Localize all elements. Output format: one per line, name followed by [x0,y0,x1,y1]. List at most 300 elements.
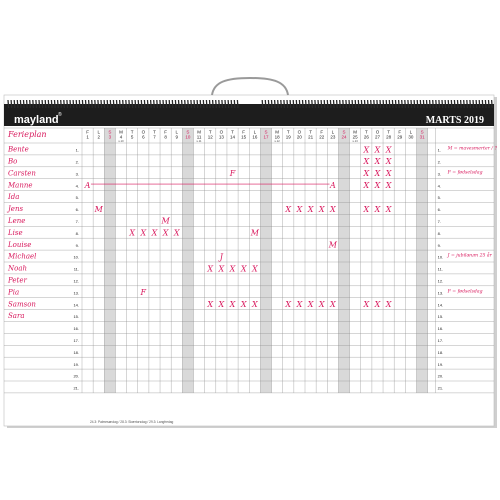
weekday-letter: T [208,129,212,135]
weekday-letter: M [119,129,123,135]
day-number: 12 [207,134,213,140]
spiral-loop [95,100,96,108]
spiral-loop [188,100,189,108]
spiral-loop [123,100,124,108]
weekday-letter: L [97,129,100,135]
row-number: 20. [73,373,79,379]
week-number: u.10 [118,140,124,143]
day-number: 22 [319,134,325,140]
day-number: 21 [308,134,314,140]
spiral-loop [135,100,136,108]
spiral-loop [39,100,40,108]
row-number-right: 6. [437,207,441,213]
row-name: Louise [8,240,32,249]
mark-x: X [385,169,392,179]
row-number-right: 3. [437,171,441,177]
spiral-loop [262,100,263,108]
row-number: 19. [73,361,79,367]
weekday-letter: T [387,129,390,135]
day-number: 28 [386,134,392,140]
mark-letter: A [329,180,336,190]
row-number: 14. [73,302,79,308]
spiral-loop [420,100,421,108]
weekday-letter: S [420,129,424,135]
spiral-loop [454,100,455,108]
legend-note: F = fødselsdag [447,289,483,295]
row-number: 13. [73,290,79,296]
spiral-loop [219,100,220,108]
spiral-loop [89,100,90,108]
spiral-loop [144,100,145,108]
spiral-loop [24,100,25,108]
day-number: 5 [130,134,134,140]
weekday-letter: T [364,129,368,135]
spiral-loop [58,100,59,108]
spiral-loop [284,100,285,108]
weekday-letter: S [108,129,112,135]
spiral-loop [98,100,99,108]
mark-letter: M [94,204,103,214]
spiral-loop [210,100,211,108]
spiral-loop [141,100,142,108]
row-number-right: 4. [437,183,441,189]
spiral-loop [492,100,493,108]
weekday-letter: L [175,129,179,135]
weekday-letter: F [164,129,167,135]
spiral-loop [45,100,46,108]
mark-letter: F [229,169,236,179]
day-number: 27 [374,134,380,140]
spiral-loop [61,100,62,108]
row-name: Sara [8,312,25,321]
row-name: Lene [8,216,26,225]
brand-logo: mayland [14,114,59,126]
spiral-loop [361,100,362,108]
spiral-loop [330,100,331,108]
spiral-loop [179,100,180,108]
spiral-loop [272,100,273,108]
spiral-loop [346,100,347,108]
spiral-loop [197,100,198,108]
weekday-letter: S [264,129,268,135]
footer-note: 24.3: Palmesøndag / 28.3: Skærtorsdag / 29.3: Langfredag [90,420,174,424]
row-name: Michael [8,252,37,261]
weekday-letter: F [86,129,89,135]
mark-x: X [207,299,214,309]
spiral-loop [374,100,375,108]
spiral-loop [185,100,186,108]
row-number: 9. [75,242,79,248]
day-number: 14 [230,134,236,140]
row-number-right: 12. [437,278,444,284]
day-number: 11 [196,134,202,140]
weekday-letter: F [242,129,246,135]
mark-x: X [140,228,147,238]
row-name: Lise [8,228,23,237]
weekday-letter: M [197,129,201,135]
spiral-loop [8,100,9,108]
spiral-loop [132,100,133,108]
row-number: 10. [73,254,79,260]
mark-x: X [318,204,325,214]
mark-x: X [374,180,381,190]
day-number: 9 [175,134,179,140]
sunday-column [417,128,428,393]
spiral-loop [203,100,204,108]
spiral-loop [467,100,468,108]
weekday-letter: T [153,129,156,135]
row-number-right: 10. [437,254,444,260]
day-number: 1 [86,134,89,140]
row-number-right: 21. [437,385,444,391]
month-title: MARTS 2019 [425,115,484,126]
day-number: 18 [274,134,280,140]
mark-x: X [385,180,392,190]
spiral-loop [461,100,462,108]
spiral-loop [436,100,437,108]
row-number-right: 16. [437,326,444,332]
mark-x: X [374,145,381,155]
day-number: 3 [108,134,112,140]
spiral-loop [48,100,49,108]
spiral-loop [312,100,313,108]
row-number: 21. [73,385,79,391]
row-number-right: 2. [437,159,441,165]
spiral-loop [107,100,108,108]
row-name: Carsten [8,169,36,178]
spiral-loop [482,100,483,108]
spiral-loop [17,100,18,108]
mark-x: X [218,299,225,309]
week-number: u.12 [274,140,280,143]
spiral-loop [309,100,310,108]
day-number: 25 [352,134,358,140]
row-number: 15. [73,314,79,320]
spiral-loop [408,100,409,108]
spiral-loop [42,100,43,108]
row-number: 12. [73,278,79,284]
mark-x: X [374,169,381,179]
mark-x: X [240,264,247,274]
mark-x: X [363,157,370,167]
row-name: Jens [8,205,24,214]
spiral-loop [151,100,152,108]
spiral-loop [340,100,341,108]
spiral-loop [349,100,350,108]
spiral-loop [365,100,366,108]
weekday-letter: S [186,129,190,135]
spiral-loop [327,100,328,108]
sheet-title: Ferieplan [8,130,47,139]
mark-x: X [385,299,392,309]
day-number: 2 [97,134,100,140]
spiral-loop [275,100,276,108]
spiral-loop [265,100,266,108]
day-number: 13 [218,134,224,140]
spiral-loop [11,100,12,108]
row-number-right: 14. [437,302,444,308]
spiral-loop [129,100,130,108]
sunday-column [104,128,115,393]
weekday-letter: T [286,129,290,135]
spiral-loop [377,100,378,108]
spiral-loop [82,100,83,108]
mark-letter: F [140,288,147,298]
row-number-right: 11. [437,266,443,272]
spiral-loop [476,100,477,108]
spiral-loop [358,100,359,108]
spiral-loop [380,100,381,108]
row-name: Samson [8,300,36,309]
week-number: u.13 [352,140,358,143]
row-number: 17. [73,337,79,343]
spiral-loop [92,100,93,108]
row-number-right: 7. [437,218,441,224]
row-name: Bo [8,157,18,166]
mark-x: X [363,169,370,179]
weekday-letter: T [309,129,312,135]
day-number: 7 [153,134,156,140]
spiral-loop [222,100,223,108]
spiral-loop [299,100,300,108]
weekday-letter: M [275,129,279,135]
spiral-loop [101,100,102,108]
spiral-loop [290,100,291,108]
spiral-loop [414,100,415,108]
spiral-loop [225,100,226,108]
brand-trademark: ® [58,112,62,118]
row-number-right: 9. [437,242,441,248]
spiral-loop [67,100,68,108]
row-name: Ida [8,193,20,202]
weekday-letter: T [130,129,134,135]
spiral-loop [110,100,111,108]
mark-x: X [251,299,258,309]
mark-x: X [207,264,214,274]
row-number-right: 17. [437,337,444,343]
spiral-loop [104,100,105,108]
spiral-loop [464,100,465,108]
spiral-loop [318,100,319,108]
mark-x: X [285,299,292,309]
day-number: 30 [408,134,414,140]
mark-x: X [229,299,236,309]
row-number: 6. [75,207,79,213]
row-number-right: 1. [437,147,441,153]
row-number-right: 13. [437,290,444,296]
day-number: 10 [185,134,191,140]
spiral-loop [489,100,490,108]
sunday-column [182,128,193,393]
mark-x: X [129,228,136,238]
legend-note: J = jubilæum 25 år [447,253,492,259]
row-number: 5. [75,195,79,201]
mark-x: X [307,299,314,309]
spiral-loop [473,100,474,108]
spiral-loop [117,100,118,108]
day-number: 23 [330,134,336,140]
spiral-loop [337,100,338,108]
weekday-letter: O [375,129,380,135]
spiral-loop [213,100,214,108]
spiral-loop [433,100,434,108]
mark-x: X [318,299,325,309]
spiral-loop [392,100,393,108]
weekday-letter: F [320,129,324,135]
spiral-loop [396,100,397,108]
legend-note: F = fødselsdag [447,170,483,176]
sunday-column [260,128,271,393]
mark-x: X [385,157,392,167]
spiral-loop [228,100,229,108]
weekday-letter: F [398,129,402,135]
spiral-loop [458,100,459,108]
spiral-loop [30,100,31,108]
spiral-loop [206,100,207,108]
legend-note: M = mavesmerter / ? [447,146,497,152]
row-number: 3. [75,171,79,177]
mark-x: X [374,299,381,309]
spiral-loop [160,100,161,108]
spiral-loop [175,100,176,108]
mark-letter: M [161,216,170,226]
spiral-loop [383,100,384,108]
spiral-loop [172,100,173,108]
spiral-loop [191,100,192,108]
mark-x: X [162,228,169,238]
day-number: 16 [252,134,258,140]
spiral-loop [268,100,269,108]
spiral-loop [33,100,34,108]
spiral-loop [36,100,37,108]
row-number-right: 18. [437,349,444,355]
mark-letter: A [84,180,91,190]
mark-x: X [363,145,370,155]
spiral-loop [355,100,356,108]
weekday-letter: O [141,129,146,135]
mark-x: X [307,204,314,214]
spiral-loop [55,100,56,108]
spiral-loop [293,100,294,108]
spiral-loop [231,100,232,108]
spiral-loop [120,100,121,108]
mark-x: X [151,228,158,238]
row-number-right: 5. [437,195,441,201]
row-number: 1. [75,147,79,153]
spiral-loop [166,100,167,108]
day-number: 19 [285,134,291,140]
spiral-loop [70,100,71,108]
spiral-loop [315,100,316,108]
day-number: 8 [164,134,167,140]
spiral-loop [423,100,424,108]
weekday-letter: L [253,129,257,135]
mark-x: X [374,157,381,167]
row-number: 16. [73,326,79,332]
spiral-loop [76,100,77,108]
row-number: 8. [75,230,79,236]
spiral-loop [405,100,406,108]
row-number: 7. [75,218,79,224]
mark-x: X [374,204,381,214]
spiral-loop [216,100,217,108]
day-number: 17 [263,134,269,140]
weekday-letter: O [219,129,224,135]
spiral-loop [389,100,390,108]
row-number: 4. [75,183,79,189]
mark-x: X [173,228,180,238]
weekday-letter: S [342,129,346,135]
day-number: 20 [296,134,302,140]
mark-x: X [240,299,247,309]
mark-x: X [385,145,392,155]
row-name: Bente [8,145,29,154]
sunday-column [338,128,349,393]
spiral-loop [200,100,201,108]
spiral-loop [182,100,183,108]
mark-letter: M [328,240,337,250]
spiral-loop [451,100,452,108]
spiral-loop [296,100,297,108]
spiral-loop [154,100,155,108]
day-number: 6 [142,134,145,140]
row-number-right: 20. [437,373,444,379]
spiral-loop [86,100,87,108]
spiral-loop [485,100,486,108]
spiral-loop [169,100,170,108]
mark-x: X [296,299,303,309]
spiral-loop [417,100,418,108]
spiral-loop [278,100,279,108]
spiral-loop [237,100,238,108]
day-number: 15 [241,134,247,140]
row-name: Peter [8,276,27,285]
spiral-loop [334,100,335,108]
spiral-loop [148,100,149,108]
mark-x: X [218,264,225,274]
day-number: 29 [397,134,403,140]
spiral-loop [427,100,428,108]
spiral-loop [402,100,403,108]
weekday-letter: L [409,129,413,135]
spiral-loop [287,100,288,108]
weekday-letter: O [297,129,302,135]
mark-x: X [229,264,236,274]
spiral-loop [303,100,304,108]
day-number: 4 [119,134,123,140]
spiral-loop [157,100,158,108]
row-name: Pia [8,288,20,297]
spiral-loop [281,100,282,108]
mark-x: X [285,204,292,214]
mark-x: X [363,180,370,190]
mark-x: X [363,299,370,309]
mark-letter: J [219,252,223,262]
row-number: 18. [73,349,79,355]
spiral-loop [343,100,344,108]
weekday-letter: L [331,129,335,135]
spiral-loop [445,100,446,108]
spiral-loop [439,100,440,108]
day-number: 24 [341,134,347,140]
spiral-loop [442,100,443,108]
row-number-right: 8. [437,230,441,236]
spiral-loop [399,100,400,108]
spiral-loop [371,100,372,108]
spiral-loop [234,100,235,108]
spiral-loop [163,100,164,108]
mark-x: X [330,204,336,214]
